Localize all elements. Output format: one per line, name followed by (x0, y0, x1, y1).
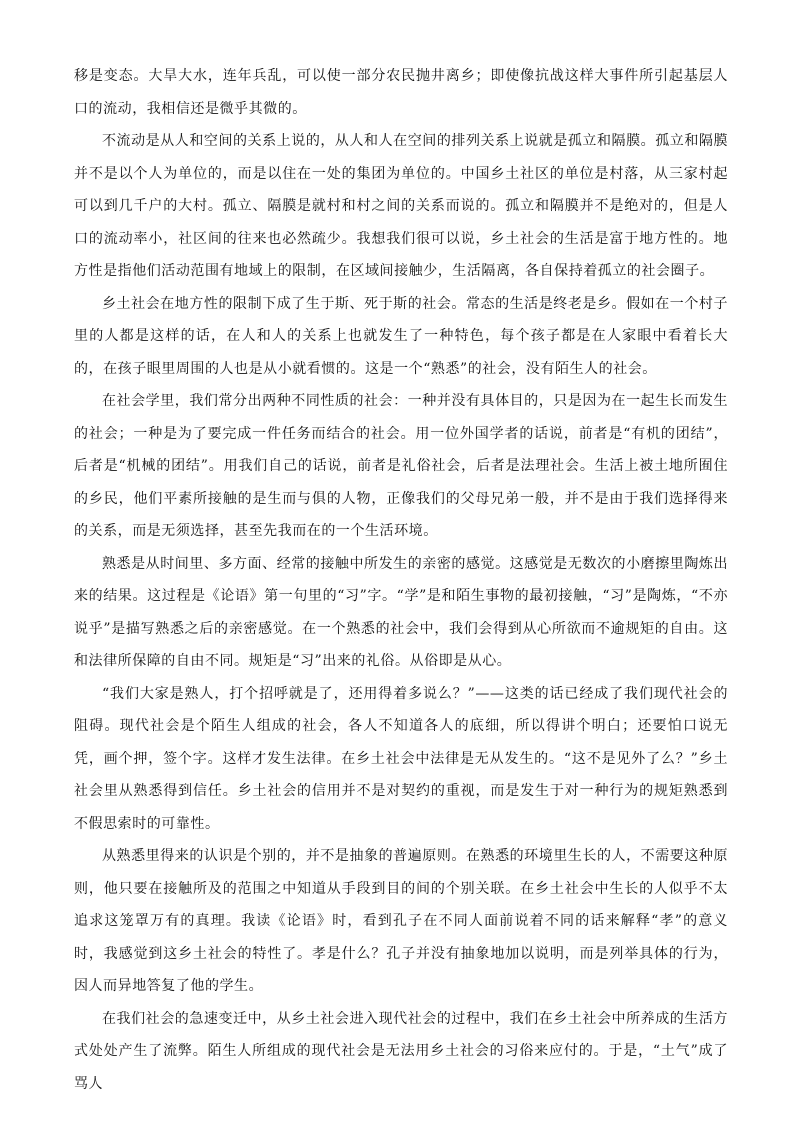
paragraph: 在我们社会的急速变迁中，从乡土社会进入现代社会的过程中，我们在乡土社会中所养成的生活方式处处产生了流弊。陌生人所组成的现代社会是无法用乡土社会的习俗来应付的。于是，“土气”成了骂人 (74, 1010, 728, 1092)
paragraph: 在社会学里，我们常分出两种不同性质的社会：一种并没有具体目的，只是因为在一起生长而发生的社会；一种是为了要完成一件任务而结合的社会。用一位外国学者的话说，前者是“有机的团结”，后者是“机械的团结”。用我们自己的话说，前者是礼俗社会，后者是法理社会。生活上被土地所囿住的乡民，他们平素所接触的是生而与俱的人物，正像我们的父母兄弟一般，并不是由于我们选择得来的关系，而是无须选择，甚至先我而在的一个生活环境。 (74, 393, 728, 539)
document-page (74, 60, 728, 1100)
paragraph: 从熟悉里得来的认识是个别的，并不是抽象的普遍原则。在熟悉的环境里生长的人，不需要这种原则，他只要在接触所及的范围之中知道从手段到目的间的个别关联。在乡土社会中生长的人似乎不太追求这笼罩万有的真理。我读《论语》时，看到孔子在不同人面前说着不同的话来解释“孝”的意义时，我感觉到这乡土社会的特性了。孝是什么？孔子并没有抽象地加以说明，而是列举具体的行为，因人而异地答复了他的学生。 (74, 848, 728, 994)
paragraph: 不流动是从人和空间的关系上说的，从人和人在空间的排列关系上说就是孤立和隔膜。孤立和隔膜并不是以个人为单位的，而是以住在一处的集团为单位的。中国乡土社区的单位是村落，从三家村起可以到几千户的大村。孤立、隔膜是就村和村之间的关系而说的。孤立和隔膜并不是绝对的，但是人口的流动率小，社区间的往来也必然疏少。我想我们很可以说，乡土社会的生活是富于地方性的。地方性是指他们活动范围有地域上的限制，在区域间接触少，生活隔离，各自保持着孤立的社会圈子。 (74, 133, 728, 279)
paragraph: “我们大家是熟人，打个招呼就是了，还用得着多说么？”——这类的话已经成了我们现代社会的阻碍。现代社会是个陌生人组成的社会，各人不知道各人的底细，所以得讲个明白；还要怕口说无凭，画个押，签个字。这样才发生法律。在乡土社会中法律是无从发生的。“这不是见外了么？”乡土社会里从熟悉得到信任。乡土社会的信用并不是对契约的重视，而是发生于对一种行为的规矩熟悉到不假思索时的可靠性。 (74, 685, 728, 832)
paragraph: 熟悉是从时间里、多方面、经常的接触中所发生的亲密的感觉。这感觉是无数次的小磨擦里陶炼出来的结果。这过程是《论语》第一句里的“习”字。“学”是和陌生事物的最初接触，“习”是陶炼，“不亦说乎”是描写熟悉之后的亲密感觉。在一个熟悉的社会中，我们会得到从心所欲而不逾规矩的自由。这和法律所保障的自由不同。规矩是“习”出来的礼俗。从俗即是从心。 (74, 555, 728, 669)
paragraph: 移是变态。大旱大水，连年兵乱，可以使一部分农民抛井离乡；即使像抗战这样大事件所引起基层人口的流动，我相信还是微乎其微的。 (74, 68, 728, 117)
paragraph: 乡土社会在地方性的限制下成了生于斯、死于斯的社会。常态的生活是终老是乡。假如在一个村子里的人都是这样的话，在人和人的关系上也就发生了一种特色，每个孩子都是在人家眼中看着长大的，在孩子眼里周围的人也是从小就看惯的。这是一个“熟悉”的社会，没有陌生人的社会。 (74, 295, 728, 377)
